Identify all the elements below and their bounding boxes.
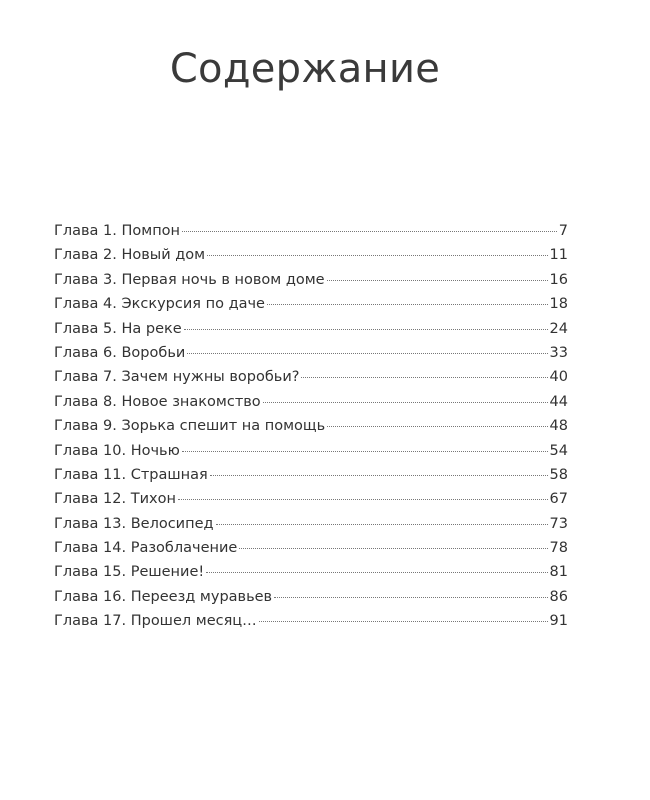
table-of-contents	[54, 223, 568, 638]
toc-entry-page: 78	[549, 540, 568, 557]
toc-entry	[54, 296, 568, 320]
toc-entry	[54, 345, 568, 369]
toc-entry	[54, 467, 568, 491]
dot-leader	[239, 548, 547, 549]
toc-entry-title: Глава 15. Решение!	[54, 564, 205, 581]
dot-leader	[182, 231, 557, 232]
toc-entry	[54, 394, 568, 418]
toc-entry	[54, 516, 568, 540]
toc-entry-title: Глава 16. Переезд муравьев	[54, 588, 273, 605]
toc-entry	[54, 418, 568, 442]
toc-entry-title: Глава 5. На реке	[54, 320, 182, 337]
dot-leader	[206, 572, 547, 573]
page-title: Содержание	[169, 46, 441, 92]
toc-entry	[54, 589, 568, 613]
toc-entry	[54, 564, 568, 588]
toc-entry-page: 44	[549, 393, 568, 410]
toc-entry-title: Глава 7. Зачем нужны воробьи?	[54, 369, 300, 386]
toc-entry-title: Глава 14. Разоблачение	[54, 540, 238, 557]
toc-entry-title: Глава 8. Новое знакомство	[54, 393, 261, 410]
toc-entry-page: 54	[549, 442, 568, 459]
toc-entry-title: Глава 3. Первая ночь в новом доме	[54, 271, 325, 288]
toc-entry-page: 33	[549, 344, 568, 361]
toc-entry	[54, 540, 568, 564]
toc-entry-title: Глава 4. Экскурсия по даче	[54, 296, 265, 313]
toc-entry	[54, 272, 568, 296]
toc-entry-title: Глава 17. Прошел месяц…	[54, 613, 257, 630]
dot-leader	[187, 353, 547, 354]
toc-entry-page: 11	[549, 247, 568, 264]
toc-entry-page: 86	[549, 588, 568, 605]
toc-entry-title: Глава 2. Новый дом	[54, 247, 206, 264]
toc-entry-title: Глава 1. Помпон	[54, 223, 181, 239]
toc-entry	[54, 369, 568, 393]
toc-entry-page: 58	[549, 466, 568, 483]
toc-entry-page: 7	[558, 223, 568, 239]
dot-leader	[259, 621, 548, 622]
dot-leader	[216, 524, 548, 525]
dot-leader	[267, 304, 548, 305]
toc-entry-page: 91	[549, 613, 568, 630]
toc-entry-title: Глава 11. Страшная	[54, 466, 208, 483]
toc-entry-page: 40	[549, 369, 568, 386]
toc-entry	[54, 223, 568, 247]
toc-entry-page: 81	[549, 564, 568, 581]
toc-entry-page: 16	[549, 271, 568, 288]
dot-leader	[327, 280, 548, 281]
dot-leader	[178, 499, 548, 500]
toc-entry-title: Глава 12. Тихон	[54, 491, 176, 508]
toc-entry-page: 67	[549, 491, 568, 508]
toc-entry-page: 73	[549, 515, 568, 532]
dot-leader	[207, 255, 547, 256]
dot-leader	[210, 475, 548, 476]
toc-entry-title: Глава 13. Велосипед	[54, 515, 214, 532]
dot-leader	[274, 597, 547, 598]
toc-entry	[54, 491, 568, 515]
toc-entry-page: 24	[549, 320, 568, 337]
toc-entry	[54, 443, 568, 467]
toc-entry-title: Глава 9. Зорька спешит на помощь	[54, 418, 326, 435]
dot-leader	[301, 377, 547, 378]
toc-entry-page: 48	[549, 418, 568, 435]
dot-leader	[327, 426, 547, 427]
toc-entry	[54, 613, 568, 637]
dot-leader	[184, 329, 548, 330]
toc-entry-title: Глава 6. Воробьи	[54, 344, 186, 361]
toc-entry	[54, 247, 568, 271]
dot-leader	[263, 402, 548, 403]
dot-leader	[182, 451, 548, 452]
toc-entry	[54, 321, 568, 345]
toc-entry-title: Глава 10. Ночью	[54, 442, 180, 459]
toc-entry-page: 18	[549, 296, 568, 313]
